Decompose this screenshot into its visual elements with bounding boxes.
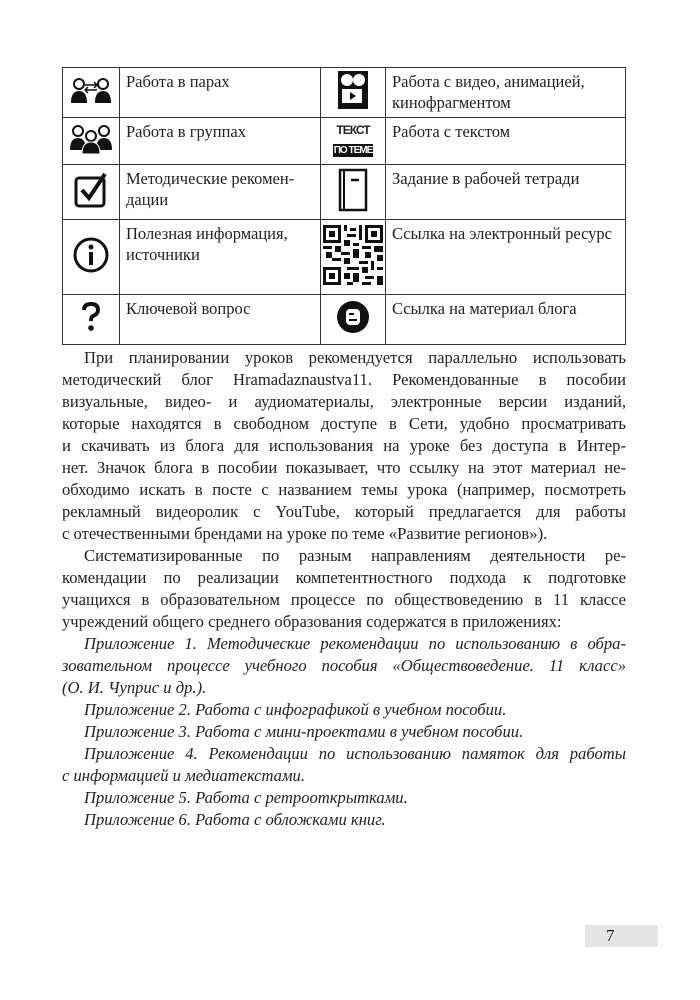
info-icon [72,236,110,274]
legend-icon-cell [63,220,120,295]
legend-icon-cell [321,295,386,345]
text-line: с отечественными брендами на уроке по теме «Развитие регионов»). [62,524,548,543]
icon-legend-table [62,67,626,345]
paragraph [62,545,626,633]
text-line: обходимо искать в посте с названием темы урока (например, посмотреть [62,480,626,499]
appendix-paragraph [62,809,626,831]
text-line: учащихся в образовательном процессе по обществоведению в 11 классе [62,590,626,609]
text-line: методический блог Hramadaznaustva11. Рекомендованные в пособии [62,370,626,389]
pair-work-icon [70,76,112,104]
legend-label: Ключевой вопрос [120,295,321,345]
text-icon-top: ТЕКСТ [336,123,370,137]
text-line: Приложение 1. Методические рекомендации по использованию в обра- [84,634,626,653]
legend-row [63,68,626,118]
text-line: Приложение 2. Работа с инфографикой в учебном пособии. [84,700,507,719]
appendix-paragraph [62,633,626,699]
legend-icon-cell [321,68,386,118]
legend-icon-cell [321,220,386,295]
text-line: комендации по реализации компетентностного подхода к подготовке [62,568,626,587]
page-number: 7 [606,926,615,945]
legend-label: Методические рекомен-дации [120,165,321,220]
text-line: рекламный видеоролик с YouTube, который предлагается для работы [62,502,626,521]
legend-row [63,118,626,165]
appendix-paragraph [62,721,626,743]
video-camera-icon [338,71,368,109]
text-line: Систематизированные по разным направлениям деятельности ре- [84,546,626,565]
text-line: (О. И. Чуприс и др.). [62,678,207,697]
qr-code-icon [323,224,383,286]
text-line: Приложение 6. Работа с обложками книг. [84,810,386,829]
legend-label: Задание в рабочей тетради [386,165,626,220]
legend-label: Ссылка на электронный ресурс [386,220,626,295]
legend-label: Работа с текстом [386,118,626,165]
group-work-icon [70,124,112,154]
legend-label: Полезная информация, источники [120,220,321,295]
text-line: учреждений общего среднего образования содержатся в приложениях: [62,612,562,631]
legend-row [63,220,626,295]
paragraph [62,347,626,545]
text-line: с информацией и медиатекстами. [62,766,305,785]
blogger-icon [336,300,370,334]
appendix-paragraph [62,743,626,787]
text-line: нет. Значок блога в пособии показывает, что ссылку на этот материал не- [62,458,626,477]
legend-label: Работа с видео, анимацией, кинофрагментом [386,68,626,118]
text-line: Приложение 4. Рекомендации по использованию памяток для работы [84,744,626,763]
page-number-box [585,925,658,947]
notebook-icon [338,168,368,212]
text-line: Приложение 3. Работа с мини-проектами в учебном пособии. [84,722,524,741]
text-line: Приложение 5. Работа с ретрооткрытками. [84,788,408,807]
legend-icon-cell [63,295,120,345]
legend-label: Работа в группах [120,118,321,165]
text-line: визуальные, видео- и аудиоматериалы, электронные версии изданий, [62,392,626,411]
appendix-paragraph [62,787,626,809]
legend-label: Работа в парах [120,68,321,118]
text-line: зовательном процессе учебного пособия «Обществоведение. 11 класс» [62,656,626,675]
text-line: При планировании уроков рекомендуется параллельно использовать [84,348,626,367]
question-icon [81,302,101,332]
legend-label: Ссылка на материал блога [386,295,626,345]
checkbox-icon [74,172,108,208]
appendix-paragraph [62,699,626,721]
legend-row [63,165,626,220]
legend-icon-cell [63,68,120,118]
legend-icon-cell [63,118,120,165]
body-text [62,347,626,831]
text-line: которые находятся в свободном доступе в Сети, удобно просматривать [62,414,626,433]
legend-row [63,295,626,345]
text-line: и скачивать из блога для использования на уроке без доступа в Интер- [62,436,626,455]
legend-icon-cell [63,165,120,220]
text-icon-bottom: ПО ТЕМЕ [333,145,373,156]
text-on-topic-icon [321,118,386,165]
legend-icon-cell [321,165,386,220]
